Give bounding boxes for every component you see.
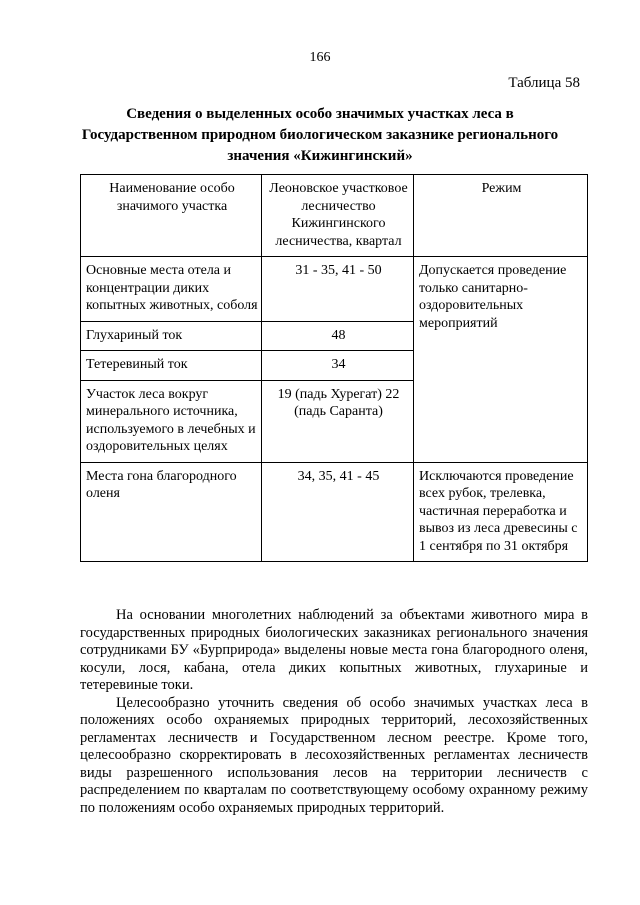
- regime-cell-merged: Допускается проведение только санитарно- оздоровительных мероприятий: [414, 257, 588, 463]
- quarter-cell: 34: [262, 351, 414, 381]
- table-row: [81, 462, 588, 562]
- area-name-cell: Глухариный ток: [81, 321, 262, 351]
- area-name-cell: Места гона благородного оленя: [81, 462, 262, 562]
- area-name-cell: Участок леса вокруг минерального источника, используемого в лечебных и оздоровительных целях: [81, 380, 262, 462]
- quarter-cell: 19 (падь Хурегат) 22 (падь Саранта): [262, 380, 414, 462]
- body-text: [80, 607, 588, 817]
- paragraph: На основании многолетних наблюдений за объектами животного мира в государственных природных биологических заказниках регионального значения сотрудниками БУ «Бурприрода» выделены новые места гона благородного оленя, косули, лося, кабана, отела диких копытных животных, глухариные и тетеревиные токи.: [80, 607, 588, 693]
- regime-cell: Исключаются проведение всех рубок, трелевка, частичная переработка и вывоз из леса древесины с 1 сентября по 31 октября: [414, 462, 588, 562]
- areas-table: [80, 174, 588, 562]
- header-quarter: Леоновское участковое лесничество Кижингинского лесничества, квартал: [262, 175, 414, 257]
- paragraph: Целесообразно уточнить сведения об особо значимых участках леса в положениях особо охраняемых природных территорий, лесохозяйственных регламентах лесничеств и Государственном лесном реестре. Кроме того, целесообразно скорректировать в лесохозяйственных регламентах лесничеств виды разрешенного использования лесов на территории лесничеств с распределением по кварталам по соответствующему особому охранному режиму по положениям особо охраняемых природных территорий.: [80, 694, 588, 816]
- page-number: 166: [309, 50, 331, 65]
- quarter-cell: 31 - 35, 41 - 50: [262, 257, 414, 322]
- table-header-row: [81, 175, 588, 257]
- table-label: Таблица 58: [508, 75, 580, 91]
- header-area-name: Наименование особо значимого участка: [81, 175, 262, 257]
- area-name-cell: Тетеревиный ток: [81, 351, 262, 381]
- quarter-cell: 34, 35, 41 - 45: [262, 462, 414, 562]
- area-name-cell: Основные места отела и концентрации диких копытных животных, соболя: [81, 257, 262, 322]
- table-title: Сведения о выделенных особо значимых участках леса в Государственном природном биологическом заказнике регионального значения «Кижингинский»: [81, 106, 559, 164]
- quarter-cell: 48: [262, 321, 414, 351]
- header-regime: Режим: [414, 175, 588, 257]
- table-row: [81, 257, 588, 322]
